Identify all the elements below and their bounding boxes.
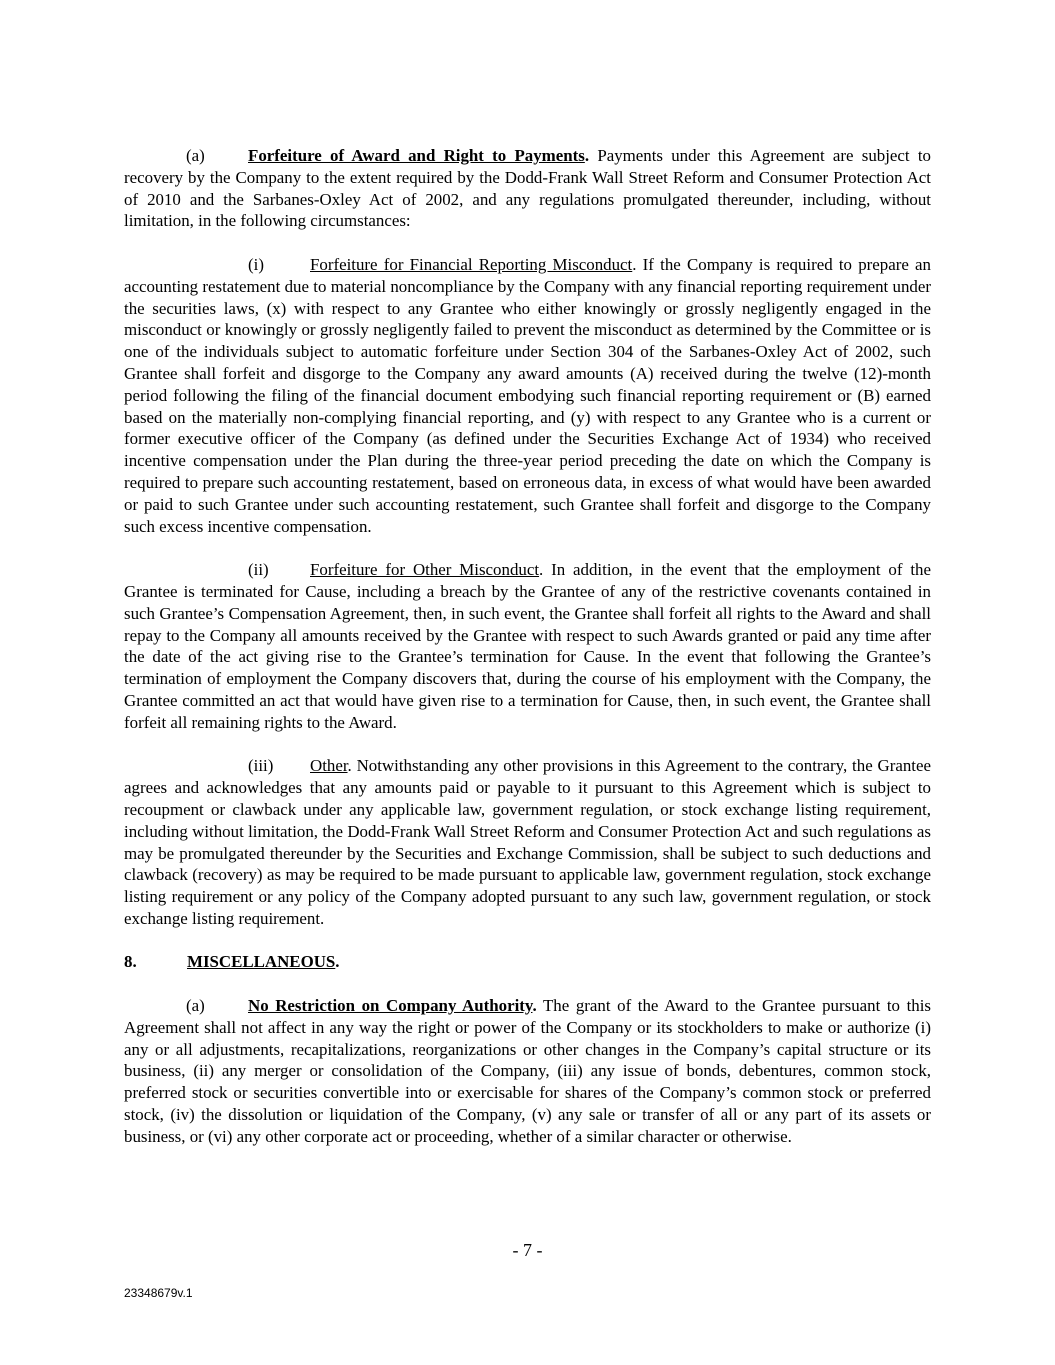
page-number: - 7 - bbox=[512, 1240, 543, 1260]
paragraph-heading: Forfeiture of Award and Right to Payments bbox=[248, 146, 585, 165]
paragraph-marker: (a) bbox=[186, 996, 205, 1016]
paragraph-text: The grant of the Award to the Grantee pursuant to this Agreement shall not affect in any way the right or power of the Company or its stockholders to make or authorize (i) any or all adjustments, recapitalizations, reorganizations or other changes in the Company’s capital structure or its business, (ii) any merger or consolidation of the Company, (iii) any issue of bonds, debentures, common stock, preferred stock or securities convertible into or exercisable for shares of the Company’s common stock or preferred stock, (iv) the dissolution or liquidation of the Company, (v) any sale or transfer of all or any part of its assets or business, or (vi) any other corporate act or proceeding, whether of a similar character or otherwise. bbox=[124, 996, 932, 1146]
paragraph-marker: (i) bbox=[248, 254, 264, 274]
paragraph-text: . If the Company is required to prepare an accounting restatement due to material noncompliance by the Company with any financial reporting requirement under the securities laws, (x) with respect to any Grantee who either knowingly or grossly negligently engaged in the misconduct or knowingly or grossly negligently failed to prevent the misconduct as determined by the Committee or is one of the individuals subject to automatic forfeiture under Section 304 of the Sarbanes-Oxley Act of 2002, such Grantee shall forfeit and disgorge to the Company any award amounts (A) received during the twelve (12)-month period following the filing of the financial document embodying such financial reporting requirement or (B) earned based on the materially non-complying financial reporting, and (y) with respect to any Grantee who is a current or former executive officer of the Company (as defined under the Securities Exchange Act of 1934) who received incentive compensation under the Plan during the three-year period preceding the date on which the Company is required to prepare such accounting restatement, based on erroneous data, in excess of what would have been awarded or paid to such Grantee under such accounting restatement, such Grantee shall forfeit and disgorge to the Company such excess incentive compensation. bbox=[124, 254, 931, 536]
document-id: 23348679v.1 bbox=[124, 1286, 193, 1300]
paragraph-spacer bbox=[124, 973, 931, 995]
paragraph-other-misconduct bbox=[124, 559, 931, 733]
section-number: 8. bbox=[124, 952, 137, 972]
paragraph-spacer bbox=[124, 930, 931, 952]
paragraph-text: . Notwithstanding any other provisions in this Agreement to the contrary, the Grantee agrees and acknowledges that any amounts paid or payable to it pursuant to this Agreement which is subject to recoupment or clawback under any applicable law, government regulation, or stock exchange listing requirement, including without limitation, the Dodd-Frank Wall Street Reform and Consumer Protection Act and such regulations as may be promulgated thereunder by the Securities and Exchange Commission, shall be subject to such deductions and clawback (recovery) as may be required to be made pursuant to applicable law, government regulation, stock exchange listing requirement or any policy of the Company adopted pursuant to any such law, government regulation, or stock exchange listing requirement. bbox=[124, 756, 931, 928]
paragraph-spacer bbox=[124, 734, 931, 756]
paragraph-heading-period: . bbox=[584, 146, 590, 165]
section-title: MISCELLANEOUS bbox=[187, 952, 336, 972]
paragraph-spacer bbox=[124, 537, 931, 559]
paragraph-marker: (iii) bbox=[248, 756, 274, 776]
document-body bbox=[124, 145, 931, 1148]
paragraph-heading: Other bbox=[310, 756, 348, 776]
paragraph-spacer bbox=[124, 232, 931, 254]
paragraph-heading: Forfeiture for Financial Reporting Misconduct bbox=[310, 254, 633, 274]
paragraph-other bbox=[124, 755, 931, 929]
paragraph-heading-period: . bbox=[532, 996, 537, 1016]
paragraph-marker: (ii) bbox=[248, 560, 269, 580]
paragraph-forfeiture-of-award bbox=[124, 145, 931, 232]
section-heading-miscellaneous bbox=[124, 951, 931, 973]
paragraph-marker: (a) bbox=[186, 146, 205, 165]
paragraph-financial-reporting-misconduct bbox=[124, 254, 931, 537]
paragraph-heading: Forfeiture for Other Misconduct bbox=[310, 560, 540, 580]
paragraph-heading: No Restriction on Company Authority bbox=[248, 996, 533, 1016]
paragraph-no-restriction bbox=[124, 995, 931, 1148]
section-title-period: . bbox=[335, 952, 340, 972]
paragraph-text: . In addition, in the event that the employment of the Grantee is terminated for Cause, including a breach by the Grantee of any of the restrictive covenants contained in such Grantee’s Compensation Agreement, then, in such event, the Grantee shall forfeit all rights to the Award and shall repay to the Company all amounts received by the Grantee with respect to such Awards granted or paid any time after the date of the act giving rise to the Grantee’s termination for Cause. In the event that following the Grantee’s termination of employment the Company discovers that, during the course of his employment with the Company, the Grantee committed an act that would have given rise to a termination for Cause, then, in such event, the Grantee shall forfeit all remaining rights to the Award. bbox=[124, 560, 931, 732]
paragraph-text: Payments under this Agreement are subject to recovery by the Company to the extent required by the Dodd-Frank Wall Street Reform and Consumer Protection Act of 2010 and the Sarbanes-Oxley Act of 2002, and any regulations promulgated thereunder, including, without limitation, in the following circumstances: bbox=[124, 146, 931, 231]
